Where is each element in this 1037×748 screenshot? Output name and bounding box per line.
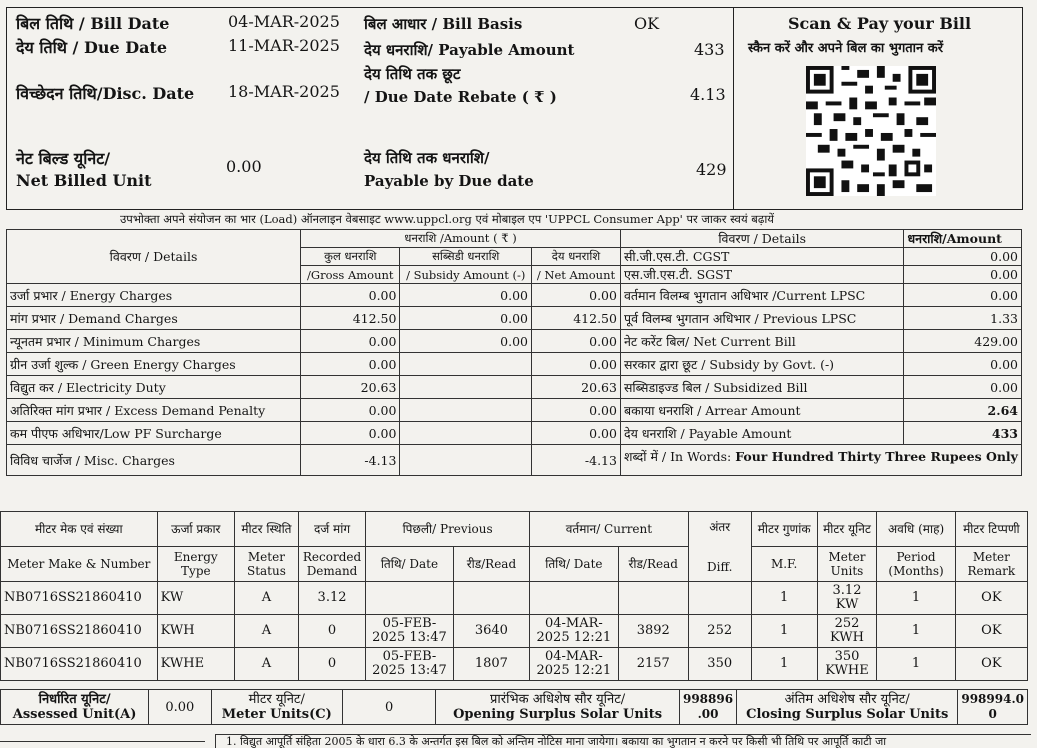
closing-value-1: 998994.0 xyxy=(961,692,1024,706)
meter-units: 252 KWH xyxy=(817,615,877,648)
meter-number: NB0716SS21860410 xyxy=(1,582,158,615)
meter-status: A xyxy=(234,582,298,615)
assessed-label-1: निर्धारित यूनिट/ xyxy=(38,692,111,707)
meter-prev-date: 05-FEB-2025 13:47 xyxy=(366,648,454,681)
meter-prev-read: 1807 xyxy=(453,648,529,681)
opening-value xyxy=(679,690,736,725)
units-summary-table xyxy=(0,689,1028,725)
charge-gross: 0.00 xyxy=(301,284,400,307)
closing-label-1: अंतिम अधिशेष सौर यूनिट/ xyxy=(784,692,910,707)
disc-date-value: 18-MAR-2025 xyxy=(228,82,340,101)
meter-curr-date: 04-MAR-2025 12:21 xyxy=(530,648,619,681)
load-notice: उपभोक्ता अपने संयोजन का भार (Load) ऑनलाइन वेबसाइट www.uppcl.org एवं मोबाइल एप 'UPPCL Consumer App' पर जाकर स्वयं बढ़ायें xyxy=(120,212,774,226)
meter-head-en: Recorded Demand xyxy=(298,547,365,582)
meter-head-en: Period (Months) xyxy=(877,547,955,582)
bill-basis-value: OK xyxy=(634,14,660,33)
right-label: वर्तमान विलम्ब भुगतान अधिभार /Current LPSC xyxy=(620,284,903,307)
charge-label: अतिरिक्त मांग प्रभार / Excess Demand Penalty xyxy=(7,399,301,422)
meter-head-hi: अंतर xyxy=(709,520,731,534)
charge-subsidy xyxy=(400,399,532,422)
right-amount: 0.00 xyxy=(904,266,1022,284)
meter-head-hi: अवधि (माह) xyxy=(877,512,955,547)
charge-net: 412.50 xyxy=(532,307,621,330)
right-details-header: विवरण / Details xyxy=(620,230,903,248)
assessed-label xyxy=(1,690,149,725)
footer-note: 1. विद्युत आपूर्ति संहिता 2005 के धारा 6.3 के अन्तर्गत इस बिल को अन्तिम नोटिस माना जायेगा। बकाया का भुगतान न करने पर किसी भी तिथि पर आपूर्ति काटी जा xyxy=(226,735,887,748)
net-billed-label-2: Net Billed Unit xyxy=(16,171,152,190)
meter-table xyxy=(0,511,1028,681)
right-label: पूर्व विलम्ब भुगतान अधिभार / Previous LPSC xyxy=(620,307,903,330)
meter-head-hi: वर्तमान/ Current xyxy=(530,512,689,547)
meter-head-hi: मीटर मेक एवं संख्या xyxy=(1,512,158,547)
charge-gross: 412.50 xyxy=(301,307,400,330)
right-label: एस.जी.एस.टी. SGST xyxy=(620,266,903,284)
opening-label-1: प्रारंभिक अधिशेष सौर यूनिट/ xyxy=(490,692,626,707)
meter-prev-date xyxy=(366,582,454,615)
meter-row xyxy=(1,582,1028,615)
meter-head-en: Energy Type xyxy=(157,547,234,582)
assessed-label-2: Assessed Unit(A) xyxy=(12,707,137,722)
in-words xyxy=(620,445,1021,476)
charge-net: 0.00 xyxy=(532,422,621,445)
charge-row xyxy=(7,284,1022,307)
meter-demand: 0 xyxy=(298,648,365,681)
charge-subsidy xyxy=(400,353,532,376)
charge-gross: -4.13 xyxy=(301,445,400,476)
right-amount: 433 xyxy=(904,422,1022,445)
footer-note-box xyxy=(215,734,1031,748)
opening-value-1: 998896 xyxy=(682,692,734,706)
right-amount: 0.00 xyxy=(904,353,1022,376)
subsidy-header-2: / Subsidy Amount (-) xyxy=(400,266,532,284)
meter-prev-date: 05-FEB-2025 13:47 xyxy=(366,615,454,648)
charge-row xyxy=(7,445,1022,476)
meter-remark: OK xyxy=(955,582,1027,615)
meter-remark: OK xyxy=(955,648,1027,681)
charge-row xyxy=(7,307,1022,330)
closing-value xyxy=(958,690,1028,725)
meter-head-hi xyxy=(688,512,751,582)
meter-curr-date xyxy=(530,582,619,615)
meter-head-hi: मीटर गुणांक xyxy=(751,512,817,547)
gross-header-1: कुल धनराशि xyxy=(301,248,400,266)
right-label: देय धनराशि / Payable Amount xyxy=(620,422,903,445)
meter-head-en: तिथि/ Date xyxy=(530,547,619,582)
meter-head-hi: मीटर यूनिट xyxy=(817,512,877,547)
amount-header: धनराशि /Amount ( ₹ ) xyxy=(301,230,621,248)
meter-head-en: Meter Status xyxy=(234,547,298,582)
meter-units: 3.12 KW xyxy=(817,582,877,615)
meter-head-hi: मीटर टिप्पणी xyxy=(955,512,1027,547)
meter-number: NB0716SS21860410 xyxy=(1,648,158,681)
subsidy-header-1: सब्सिडी धनराशि xyxy=(400,248,532,266)
meter-header-en xyxy=(1,547,1028,582)
charge-label: कम पीएफ अधिभार/Low PF Surcharge xyxy=(7,422,301,445)
meter-head-hi: मीटर स्थिति xyxy=(234,512,298,547)
right-amount: 0.00 xyxy=(904,248,1022,266)
net-billed-value: 0.00 xyxy=(226,157,262,176)
meter-head-hi: दर्ज मांग xyxy=(298,512,365,547)
meter-status: A xyxy=(234,615,298,648)
opening-label xyxy=(436,690,680,725)
rebate-label-1: देय तिथि तक छूट xyxy=(364,65,461,83)
assessed-value: 0.00 xyxy=(149,690,211,725)
payable-due-label-2: Payable by Due date xyxy=(364,172,534,190)
charge-net: 0.00 xyxy=(532,284,621,307)
charge-net: 0.00 xyxy=(532,330,621,353)
details-header: विवरण / Details xyxy=(7,230,301,284)
payable-due-value: 429 xyxy=(696,160,727,179)
net-header-1: देय धनराशि xyxy=(532,248,621,266)
charge-label: ग्रीन उर्जा शुल्क / Green Energy Charges xyxy=(7,353,301,376)
right-amount: 0.00 xyxy=(904,284,1022,307)
meter-head-en: M.F. xyxy=(751,547,817,582)
meter-remark: OK xyxy=(955,615,1027,648)
meter-row xyxy=(1,648,1028,681)
meter-demand: 3.12 xyxy=(298,582,365,615)
gross-header-2: /Gross Amount xyxy=(301,266,400,284)
rebate-value: 4.13 xyxy=(690,85,726,104)
closing-label xyxy=(737,690,958,725)
opening-value-2: .00 xyxy=(697,707,719,721)
charge-row xyxy=(7,353,1022,376)
footer-note-line xyxy=(0,741,205,742)
meter-units-value: 0 xyxy=(343,690,436,725)
meter-prev-read xyxy=(453,582,529,615)
meter-head-en: Meter Remark xyxy=(955,547,1027,582)
right-label: बकाया धनराशि / Arrear Amount xyxy=(620,399,903,422)
disc-date-label: विच्छेदन तिथि/Disc. Date xyxy=(16,84,195,103)
payable-value: 433 xyxy=(694,40,725,59)
meter-number: NB0716SS21860410 xyxy=(1,615,158,648)
payable-due-label-1: देय तिथि तक धनराशि/ xyxy=(364,149,490,167)
payable-label: देय धनराशि/ Payable Amount xyxy=(364,41,575,59)
meter-prev-read: 3640 xyxy=(453,615,529,648)
meter-row xyxy=(1,615,1028,648)
charge-gross: 0.00 xyxy=(301,330,400,353)
scan-title: Scan & Pay your Bill xyxy=(788,14,972,33)
meter-period: 1 xyxy=(877,582,955,615)
meter-mf: 1 xyxy=(751,648,817,681)
charge-subsidy: 0.00 xyxy=(400,284,532,307)
meter-header-hi xyxy=(1,512,1028,547)
meter-demand: 0 xyxy=(298,615,365,648)
scan-subtitle: स्कैन करें और अपने बिल का भुगतान करें xyxy=(748,41,944,56)
due-date-value: 11-MAR-2025 xyxy=(228,36,340,55)
right-label: सी.जी.एस.टी. CGST xyxy=(620,248,903,266)
rebate-label-2: / Due Date Rebate ( ₹ ) xyxy=(364,88,557,106)
meter-head-en: Meter Units xyxy=(817,547,877,582)
meter-diff: 252 xyxy=(688,615,751,648)
charge-subsidy xyxy=(400,376,532,399)
right-label: नेट करेंट बिल/ Net Current Bill xyxy=(620,330,903,353)
closing-value-2: 0 xyxy=(988,707,997,721)
charge-gross: 20.63 xyxy=(301,376,400,399)
bill-basis-label: बिल आधार / Bill Basis xyxy=(364,15,523,33)
meter-head-en: Meter Make & Number xyxy=(1,547,158,582)
meter-head-en: तिथि/ Date xyxy=(366,547,454,582)
charge-label: विविध चार्जेज / Misc. Charges xyxy=(7,445,301,476)
meter-diff xyxy=(688,582,751,615)
meter-head-en: रीड/Read xyxy=(453,547,529,582)
charge-net: 0.00 xyxy=(532,399,621,422)
meter-head-en: Diff. xyxy=(707,560,733,574)
right-amount: 1.33 xyxy=(904,307,1022,330)
charge-label: न्यूनतम प्रभार / Minimum Charges xyxy=(7,330,301,353)
right-label: सब्सिडाइज्ड बिल / Subsidized Bill xyxy=(620,376,903,399)
header-divider xyxy=(733,7,734,210)
charge-net: 20.63 xyxy=(532,376,621,399)
bill-date-value: 04-MAR-2025 xyxy=(228,12,340,31)
units-summary-row xyxy=(1,690,1028,725)
meter-head-hi: पिछली/ Previous xyxy=(366,512,530,547)
charge-gross: 0.00 xyxy=(301,422,400,445)
charge-row xyxy=(7,399,1022,422)
in-words-label: शब्दों में / In Words: xyxy=(623,449,736,464)
closing-label-2: Closing Surplus Solar Units xyxy=(746,707,949,722)
meter-type: KWHE xyxy=(157,648,234,681)
meter-type: KW xyxy=(157,582,234,615)
meter-units-label-1: मीटर यूनिट/ xyxy=(248,692,305,707)
meter-period: 1 xyxy=(877,615,955,648)
charge-gross: 0.00 xyxy=(301,399,400,422)
meter-mf: 1 xyxy=(751,582,817,615)
charge-row xyxy=(7,376,1022,399)
meter-units-label xyxy=(211,690,343,725)
in-words-value: Four Hundred Thirty Three Rupees Only xyxy=(735,449,1018,464)
meter-diff: 350 xyxy=(688,648,751,681)
meter-head-en: रीड/Read xyxy=(618,547,688,582)
net-header-2: / Net Amount xyxy=(532,266,621,284)
meter-type: KWH xyxy=(157,615,234,648)
meter-mf: 1 xyxy=(751,615,817,648)
charge-subsidy xyxy=(400,445,532,476)
meter-curr-read: 2157 xyxy=(618,648,688,681)
qr-code-icon[interactable] xyxy=(805,66,937,196)
due-date-label: देय तिथि / Due Date xyxy=(16,38,168,57)
charge-net: -4.13 xyxy=(532,445,621,476)
meter-units-label-2: Meter Units(C) xyxy=(221,707,332,722)
charge-row xyxy=(7,330,1022,353)
meter-period: 1 xyxy=(877,648,955,681)
opening-label-2: Opening Surplus Solar Units xyxy=(453,707,663,722)
net-billed-label-1: नेट बिल्ड यूनिट/ xyxy=(16,149,111,168)
right-amount-header: धनराशि/Amount xyxy=(904,230,1022,248)
meter-curr-date: 04-MAR-2025 12:21 xyxy=(530,615,619,648)
charge-label: उर्जा प्रभार / Energy Charges xyxy=(7,284,301,307)
meter-units: 350 KWHE xyxy=(817,648,877,681)
charge-gross: 0.00 xyxy=(301,353,400,376)
right-amount: 0.00 xyxy=(904,376,1022,399)
meter-status: A xyxy=(234,648,298,681)
charge-subsidy: 0.00 xyxy=(400,307,532,330)
charge-subsidy xyxy=(400,422,532,445)
charges-table xyxy=(6,229,1022,476)
charge-subsidy: 0.00 xyxy=(400,330,532,353)
right-amount: 429.00 xyxy=(904,330,1022,353)
charge-label: विद्युत कर / Electricity Duty xyxy=(7,376,301,399)
right-amount: 2.64 xyxy=(904,399,1022,422)
charge-label: मांग प्रभार / Demand Charges xyxy=(7,307,301,330)
bill-date-label: बिल तिथि / Bill Date xyxy=(16,14,170,33)
charge-row xyxy=(7,422,1022,445)
right-label: सरकार द्वारा छूट / Subsidy by Govt. (-) xyxy=(620,353,903,376)
meter-curr-read: 3892 xyxy=(618,615,688,648)
charge-net: 0.00 xyxy=(532,353,621,376)
meter-curr-read xyxy=(618,582,688,615)
meter-head-hi: ऊर्जा प्रकार xyxy=(157,512,234,547)
